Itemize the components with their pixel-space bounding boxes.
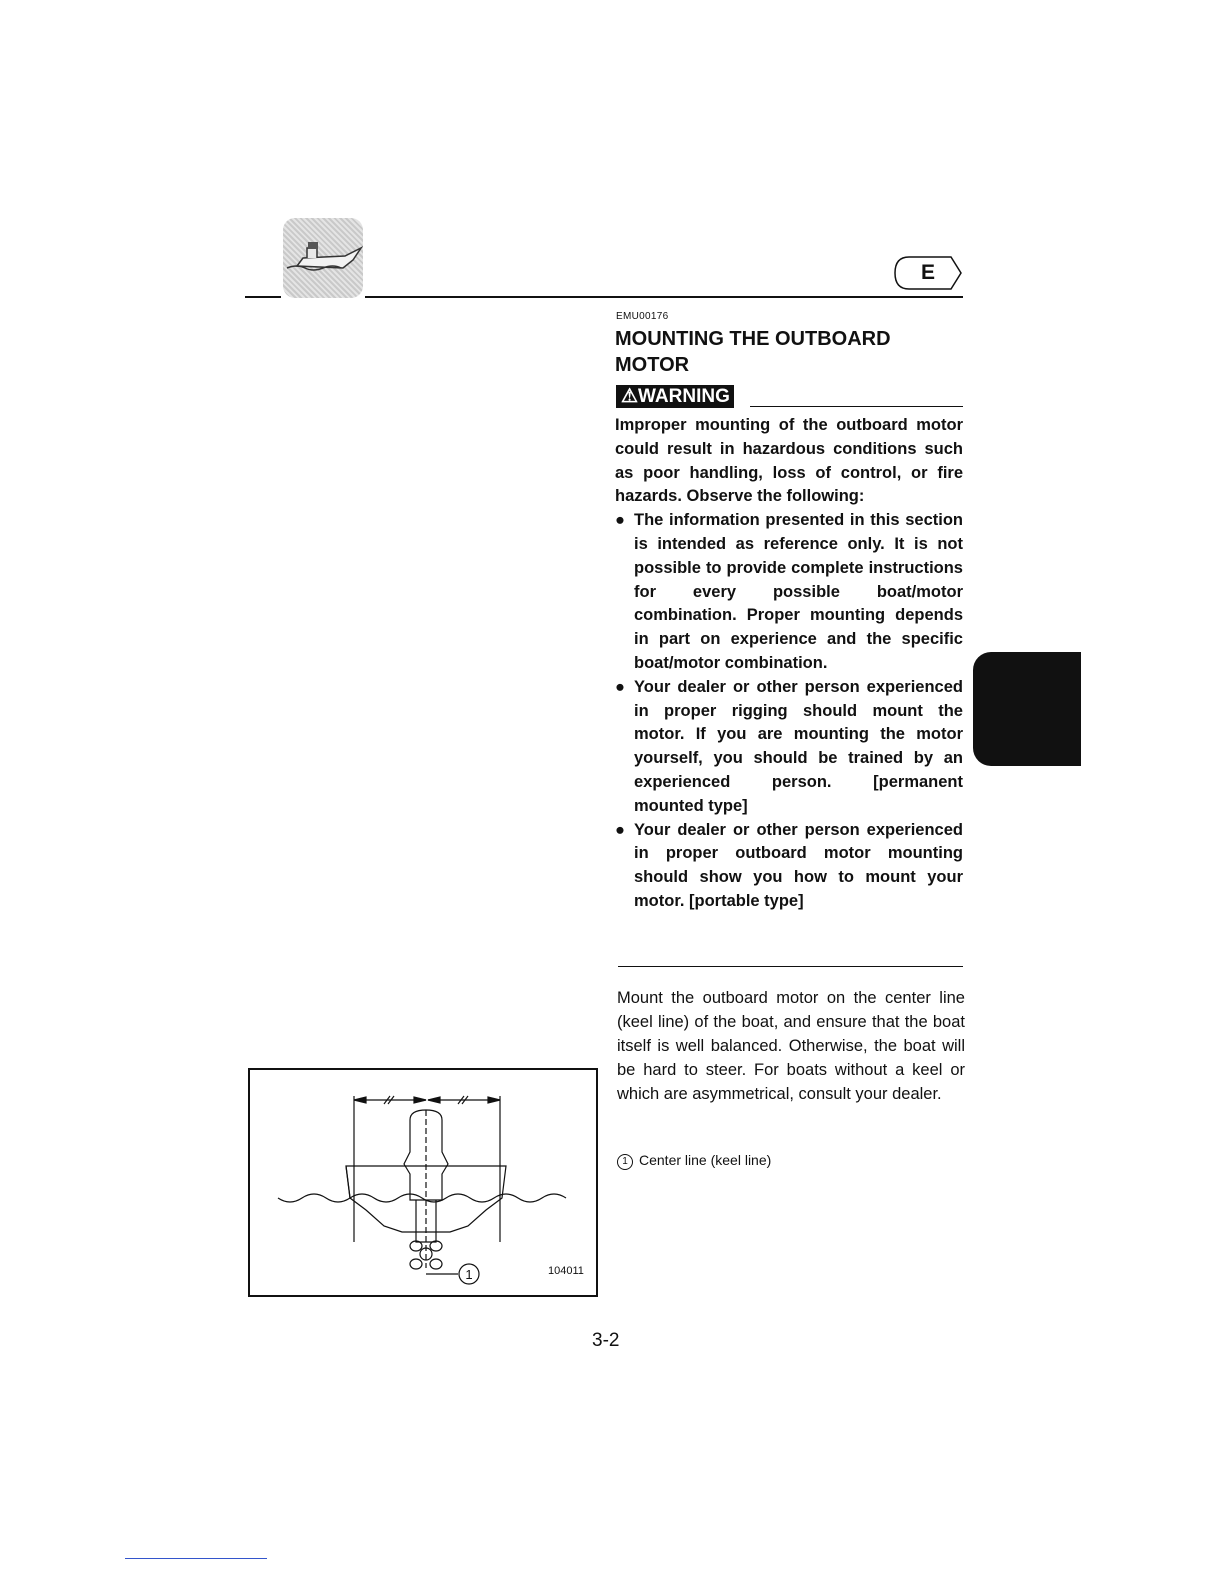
figure-callout-number: 1 [465, 1267, 473, 1282]
section-heading-line1: MOUNTING THE OUTBOARD [615, 328, 891, 350]
warning-bullet-item [615, 819, 963, 914]
boat-outboard-icon [283, 218, 363, 298]
warning-bullet-text: The information presented in this section is intended as reference only. It is not possible to provide complete instructions for every possible boat/motor combination. Proper mounting depends in part on experience and the specific boat/motor combination. [634, 511, 963, 672]
warning-intro: Improper mounting of the outboard motor could result in hazardous conditions such as poor handling, loss of control, or fire hazards. Observe the following: [615, 416, 963, 506]
warning-bullet-text: Your dealer or other person experienced in proper rigging should mount the motor. If you are mounting the motor yourself, you should be trained by an experienced person. [permanent mounted type] [634, 677, 963, 815]
figure-code: 104011 [548, 1265, 584, 1277]
document-code: EMU00176 [616, 311, 669, 322]
header-rule-left [245, 296, 281, 298]
caption-text: Center line (keel line) [639, 1152, 772, 1168]
bullet-icon: ● [615, 677, 625, 696]
warning-bullet-text: Your dealer or other person experienced in proper outboard motor mounting should show you how to mount your motor. [portable type] [634, 820, 963, 910]
warning-bullet-list [615, 509, 963, 914]
bullet-icon: ● [615, 511, 625, 530]
section-tab-marker [973, 652, 1081, 766]
boat-rear-view-diagram [250, 1070, 596, 1295]
language-badge [893, 255, 963, 291]
warning-body [615, 414, 963, 914]
mounting-figure [248, 1068, 598, 1297]
warning-bullet-item [615, 509, 963, 676]
warning-label [616, 385, 734, 408]
warning-label-text: WARNING [638, 386, 730, 407]
language-badge-letter: E [920, 261, 935, 284]
warning-bullet-item [615, 676, 963, 819]
warning-top-rule [750, 406, 963, 407]
page-number: 3-2 [592, 1330, 620, 1351]
section-heading-line2: MOTOR [615, 354, 690, 376]
header-rule-right [365, 296, 963, 298]
figure-caption [617, 1152, 771, 1170]
bullet-icon: ● [615, 820, 625, 839]
warning-triangle-icon: ⚠ [621, 386, 639, 407]
section-heading [615, 326, 955, 378]
warning-bottom-rule [618, 966, 963, 967]
body-paragraph: Mount the outboard motor on the center line (keel line) of the boat, and ensure that the boat itself is well balanced. Otherwise, the boat will be hard to steer. For boats without a keel or which are asymmetrical, consult your dealer. [617, 989, 965, 1103]
caption-number: 1 [617, 1154, 633, 1170]
bottom-rule [125, 1558, 267, 1559]
